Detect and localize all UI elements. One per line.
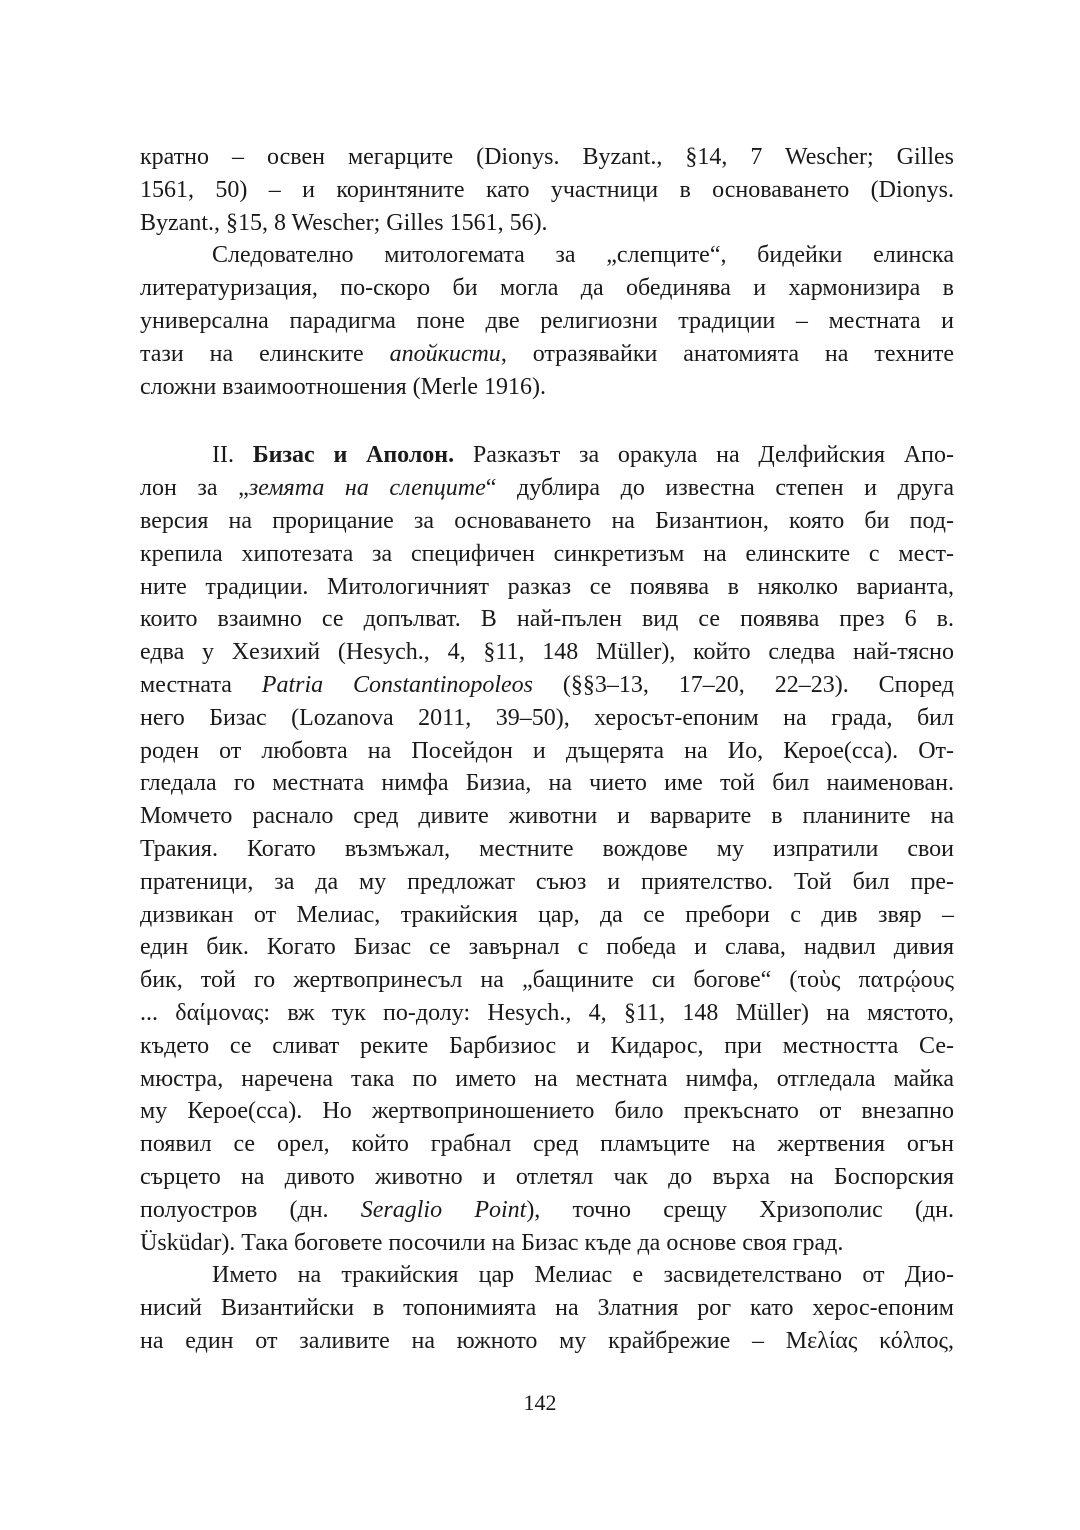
text-segment: версия на прорицание за основаването на Бизантион, която би под- (140, 507, 954, 534)
text-segment: му Керое(сса). Но жертвоприношението било прекъснато от внезапно (140, 1098, 954, 1125)
text-segment: гледала го местната нимфа Бизиа, на чието име той бил наименован. (140, 770, 954, 797)
text-segment: бик, той го жертвопринесъл на „бащините си богове“ (τοὺς πατρῴους (140, 967, 954, 994)
paragraph-gap (140, 403, 954, 439)
italic-text: Patria Constantinopoleos (261, 671, 534, 698)
text-segment: които взаимно се допълват. В най-пълен вид се появява през 6 в. (140, 606, 954, 633)
text-line (140, 833, 954, 866)
text-line (140, 1194, 954, 1227)
text-line (140, 1063, 954, 1096)
text-segment: дизвикан от Мелиас, тракийския цар, да се пребори с див звяр – (140, 901, 954, 928)
text-segment: него Бизас (Lozanova 2011, 39–50), херосът-епоним на града, бил (140, 704, 954, 731)
text-line (140, 538, 954, 571)
italic-text: апойкисти (389, 340, 501, 367)
text-segment: полуостров (дн. (140, 1196, 361, 1223)
text-line (140, 735, 954, 768)
text-segment: (§§3–13, 17–20, 22–23). Според (533, 671, 954, 698)
text-segment: , отразявайки анатомията на техните (500, 340, 954, 367)
text-line (140, 899, 954, 932)
text-segment: Üsküdar). Така боговете посочили на Бизас къде да основе своя град. (140, 1229, 844, 1256)
text-line (140, 1128, 954, 1161)
text-segment: появил се орел, който грабнал сред пламъците на жертвения огън (140, 1131, 954, 1158)
text-line (140, 439, 954, 472)
text-segment: Следователно митологемата за „слепците“, бидейки елинска (212, 242, 954, 269)
paragraph (140, 439, 954, 1259)
text-line (140, 636, 954, 669)
text-segment: Тракия. Когато възмъжал, местните вождове му изпратили свои (140, 835, 954, 862)
text-line (140, 505, 954, 538)
text-line (140, 1292, 954, 1325)
text-segment: на един от заливите на южното му крайбрежие – Μελίας κόλπος, (140, 1327, 954, 1354)
text-line (140, 702, 954, 735)
text-segment: ), точно срещу Хризополис (дн. (526, 1196, 954, 1223)
text-line (140, 239, 954, 272)
text-line (140, 1325, 954, 1358)
text-line (140, 472, 954, 505)
text-segment: тази на елинските (140, 340, 390, 367)
text-line (140, 141, 954, 174)
text-line (140, 1095, 954, 1128)
text-line (140, 997, 954, 1030)
text-line (140, 305, 954, 338)
text-line (140, 272, 954, 305)
italic-text: Seraglio Point (360, 1196, 527, 1223)
text-segment: универсална парадигма поне две религиозни традиции – местната и (140, 307, 954, 334)
italic-text: земята на слепците (248, 475, 486, 502)
text-line (140, 964, 954, 997)
text-line (140, 931, 954, 964)
text-segment: мюстра, наречена така по името на местната нимфа, отгледала майка (140, 1065, 954, 1092)
text-segment: литературизация, по-скоро би могла да обединява и хармонизира в (140, 275, 954, 302)
text-segment: нисий Византийски в топонимията на Златния рог като херос-епоним (140, 1295, 954, 1322)
text-segment: роден от любовта на Посейдон и дъщерята на Ио, Керое(сса). От- (140, 737, 954, 764)
page-body (140, 141, 954, 1358)
text-segment: “ дублира до известна степен и друга (485, 475, 955, 502)
text-segment: крепила хипотезата за специфичен синкретизъм на елинските с мест- (140, 540, 954, 567)
text-segment: Момчето раснало сред дивите животни и варварите в планините на (140, 803, 954, 830)
page-number: 142 (523, 1390, 557, 1415)
text-segment: ните традиции. Митологичният разказ се появява в няколко варианта, (140, 573, 954, 600)
paragraph (140, 141, 954, 239)
text-line (140, 207, 954, 240)
text-segment: където се сливат реките Барбизиос и Кидарос, при местността Се- (140, 1032, 954, 1059)
text-segment: един бик. Когато Бизас се завърнал с победа и слава, надвил дивия (140, 934, 954, 961)
text-segment: II. (212, 442, 253, 469)
text-segment: едва у Хезихий (Hesych., 4, §11, 148 Müller), който следва най-тясно (140, 639, 954, 666)
text-line (140, 371, 954, 404)
text-segment: лон за „ (140, 475, 249, 502)
bold-text: Бизас и Аполон. (252, 442, 455, 469)
text-line (140, 1259, 954, 1292)
paragraph (140, 1259, 954, 1357)
text-segment: сърцето на дивото животно и отлетял чак до върха на Боспорския (140, 1163, 954, 1190)
text-line (140, 338, 954, 371)
text-segment: Името на тракийския цар Мелиас е засвидетелствано от Дио- (212, 1262, 954, 1289)
paragraph (140, 239, 954, 403)
text-segment: Разказът за оракула на Делфийския Апо- (454, 442, 954, 469)
text-segment: кратно – освен мегарците (Dionys. Byzant., §14, 7 Wescher; Gilles (140, 144, 954, 170)
text-line (140, 174, 954, 207)
text-line (140, 669, 954, 702)
text-line (140, 603, 954, 636)
text-segment: местната (140, 671, 262, 698)
text-line (140, 1030, 954, 1063)
text-segment: сложни взаимоотношения (Merle 1916). (140, 373, 546, 400)
text-segment: пратеници, за да му предложат съюз и приятелство. Той бил пре- (140, 868, 954, 895)
text-line (140, 767, 954, 800)
text-line (140, 866, 954, 899)
text-line (140, 571, 954, 604)
text-segment: Byzant., §15, 8 Wescher; Gilles 1561, 56). (140, 209, 548, 236)
text-line (140, 1227, 954, 1260)
text-segment: ... δαίμονας: вж тук по-долу: Hesych., 4, §11, 148 Müller) на мястото, (140, 999, 954, 1026)
text-segment: 1561, 50) – и коринтяните като участници в основаването (Dionys. (140, 176, 954, 203)
text-line (140, 800, 954, 833)
text-line (140, 1161, 954, 1194)
